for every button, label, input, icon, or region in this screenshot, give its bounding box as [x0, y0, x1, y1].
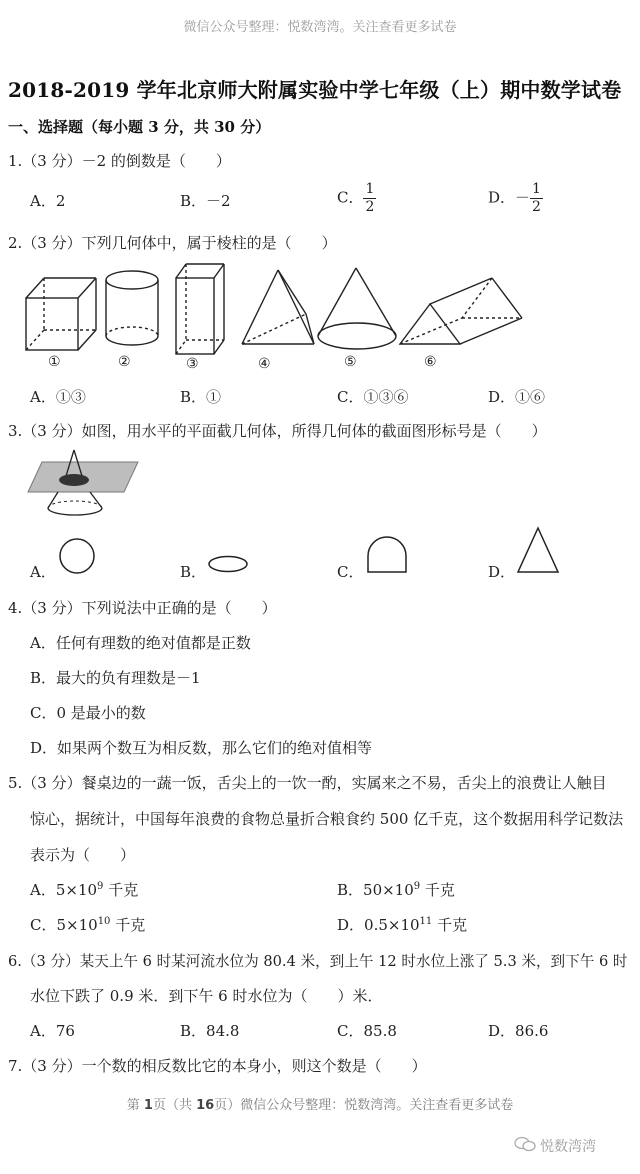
section-heading: 一、选择题（每小题 3 分，共 30 分） [8, 118, 271, 136]
question-7: 7.（3 分）一个数的相反数比它的本身小，则这个数是（ ） [8, 1057, 427, 1075]
q6-option-b: B．84.8 [180, 1022, 240, 1040]
solid-figures [20, 258, 560, 378]
wechat-icon [514, 1136, 536, 1152]
figure-label-2: ② [118, 354, 131, 370]
q5-option-b: B．$50\times 10^9$ 千克 [337, 881, 455, 899]
q4-option-b: B．最大的负有理数是－1 [30, 669, 201, 687]
figure-label-4: ④ [258, 356, 271, 372]
cone-cut-by-plane-figure [28, 450, 148, 520]
arch-shape-icon [364, 534, 410, 576]
figure-label-6: ⑥ [424, 354, 437, 370]
q3-option-a-label: A． [30, 563, 56, 581]
watermark-text: 悦数湾湾 [540, 1139, 596, 1155]
triangle-shape-icon [514, 526, 562, 576]
q3-option-c-label: C． [337, 563, 364, 581]
q2-option-b: B．① [180, 388, 222, 406]
q6-option-c: C．85.8 [337, 1022, 397, 1040]
page-footer: 第 1页（共 16页）微信公众号整理：悦数湾湾。关注查看更多试卷 [126, 1098, 514, 1113]
question-6-line-2: 水位下跌了 0.9 米．到下午 6 时水位为（ ）米． [30, 987, 383, 1005]
q3-option-d-label: D． [488, 563, 516, 581]
question-5-line-1: 5.（3 分）餐桌边的一蔬一饭，舌尖上的一饮一酌，实属来之不易，舌尖上的浪费让人触目 [8, 774, 607, 792]
question-5-line-3: 表示为（ ） [30, 846, 136, 864]
question-6-line-1: 6.（3 分）某天上午 6 时某河流水位为 80.4 米，到上午 12 时水位上涨了 5.3 米，到下午 6 时 [8, 953, 628, 970]
q5-option-a: A．$5\times 10^9$ 千克 [30, 881, 139, 899]
q3-option-b-label: B． [180, 563, 207, 581]
q2-option-c: C．①③⑥ [337, 388, 409, 406]
cylinder-figure [106, 271, 158, 345]
cuboid-figure [176, 264, 224, 354]
question-2: 2.（3 分）下列几何体中，属于棱柱的是（ ） [8, 234, 337, 252]
cone-figure [318, 268, 396, 349]
exam-title: 2018-2019 学年北京师大附属实验中学七年级（上）期中数学试卷 [8, 78, 622, 102]
q5-option-c: C．$5\times 10^{10}$ 千克 [30, 916, 146, 934]
question-1: 1.（3 分）－2 的倒数是（ ） [8, 152, 231, 170]
question-5-line-2: 惊心，据统计，中国每年浪费的食物总量折合粮食约 500 亿千克，这个数据用科学记数法 [30, 810, 624, 828]
question-4: 4.（3 分）下列说法中正确的是（ ） [8, 599, 277, 617]
page-header: 微信公众号整理：悦数湾湾。关注查看更多试卷 [183, 20, 457, 35]
figure-label-5: ⑤ [344, 354, 357, 370]
q6-option-d: D．86.6 [488, 1022, 549, 1040]
circle-shape-icon [56, 536, 98, 578]
figure-label-3: ③ [186, 356, 199, 372]
triangular-prism-figure [400, 278, 522, 344]
q1-option-b: B．－2 [180, 192, 231, 210]
q4-option-a: A．任何有理数的绝对值都是正数 [30, 634, 251, 652]
q4-option-d: D．如果两个数互为相反数，那么它们的绝对值相等 [30, 739, 373, 757]
pyramid-figure [242, 270, 314, 344]
q1-option-a: A．2 [30, 192, 66, 210]
q1-option-c: C． $\frac{1}{2}$ [337, 181, 375, 215]
figure-label-1: ① [48, 354, 61, 370]
q2-option-a: A．①③ [30, 388, 86, 406]
q5-option-d: D．$0.5\times 10^{11}$ 千克 [337, 916, 468, 934]
q6-option-a: A．76 [30, 1022, 75, 1040]
q4-option-c: C．0 是最小的数 [30, 704, 146, 722]
q1-option-d: D．－ $\frac{1}{2}$ [488, 181, 541, 215]
ellipse-shape-icon [206, 553, 252, 575]
question-3: 3.（3 分）如图，用水平的平面截几何体，所得几何体的截面图形标号是（ ） [8, 422, 547, 440]
q2-option-d: D．①⑥ [488, 388, 546, 406]
cube-figure [26, 278, 96, 350]
